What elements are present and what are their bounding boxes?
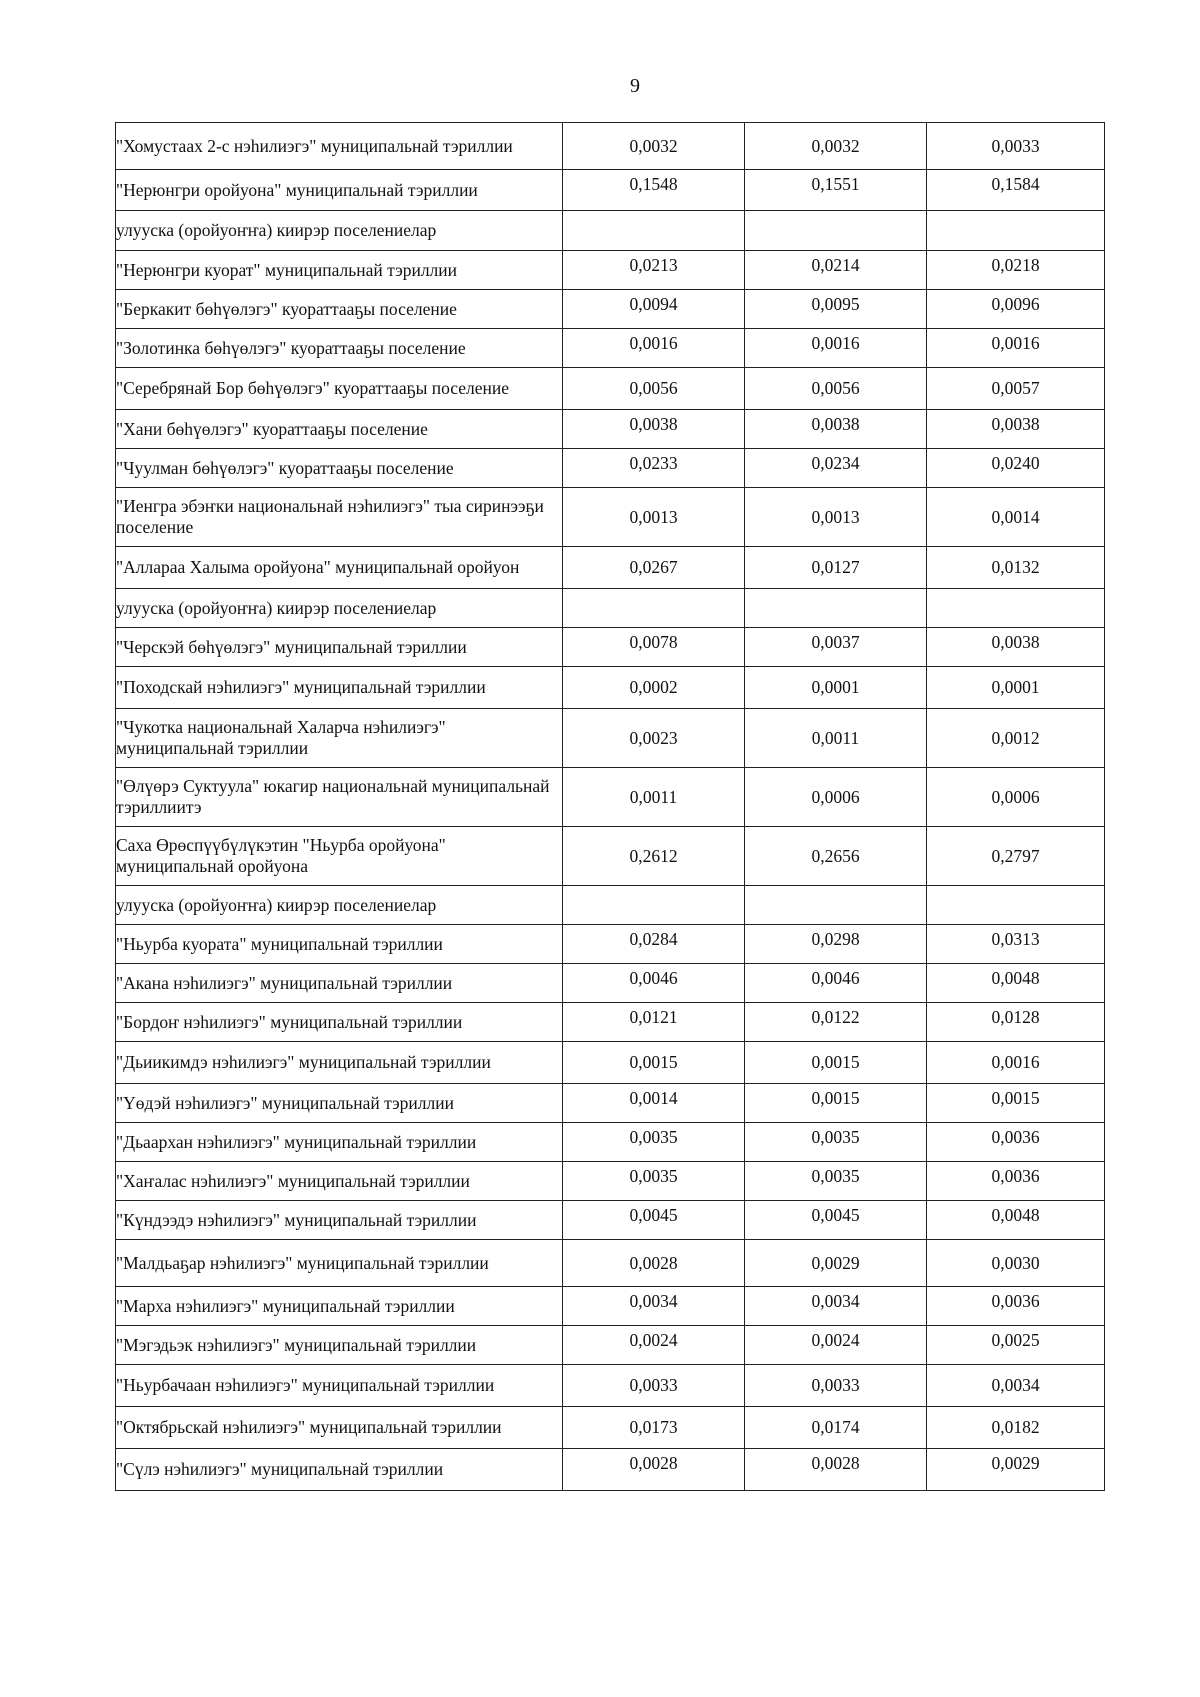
row-value-2-cell: 0,0013	[745, 488, 927, 547]
row-name-cell: "Мэгэдьэк нэһилиэгэ" муниципальнай тэриллии	[116, 1326, 563, 1365]
row-value-2-cell: 0,0011	[745, 709, 927, 768]
row-value-2-cell: 0,2656	[745, 827, 927, 886]
page-number: 9	[630, 75, 640, 97]
row-value-2-cell: 0,0001	[745, 667, 927, 709]
row-value-3-cell: 0,0036	[927, 1287, 1105, 1326]
row-value-1-cell: 0,0284	[563, 925, 745, 964]
row-value-1-cell: 0,0028	[563, 1240, 745, 1287]
row-value-1-cell: 0,0046	[563, 964, 745, 1003]
row-name-cell: "Малдьаҕар нэһилиэгэ" муниципальнай тэриллии	[116, 1240, 563, 1287]
row-value-3-cell: 0,0313	[927, 925, 1105, 964]
row-name-cell: улууска (оройуоҥҥа) киирэр поселениелар	[116, 886, 563, 925]
row-value-2-cell: 0,0122	[745, 1003, 927, 1042]
table-row	[116, 1162, 1105, 1201]
table-row	[116, 449, 1105, 488]
row-name-cell: "Акана нэһилиэгэ" муниципальнай тэриллии	[116, 964, 563, 1003]
row-name-cell: "Чуулман бөһүөлэгэ" куораттааҕы поселение	[116, 449, 563, 488]
row-name-cell: "Хомустаах 2-с нэһилиэгэ" муниципальнай тэриллии	[116, 123, 563, 170]
table-row	[116, 768, 1105, 827]
row-value-3-cell: 0,0012	[927, 709, 1105, 768]
row-value-3-cell	[927, 886, 1105, 925]
row-name-cell: Саха Өрөспүүбүлүкэтин "Ньурба оройуона" муниципальнай оройуона	[116, 827, 563, 886]
row-value-2-cell: 0,0029	[745, 1240, 927, 1287]
row-value-2-cell: 0,0046	[745, 964, 927, 1003]
row-value-2-cell	[745, 589, 927, 628]
row-value-1-cell: 0,0094	[563, 290, 745, 329]
row-value-3-cell: 0,1584	[927, 170, 1105, 211]
row-value-1-cell	[563, 886, 745, 925]
row-value-2-cell: 0,0037	[745, 628, 927, 667]
row-value-2-cell: 0,0234	[745, 449, 927, 488]
row-value-3-cell: 0,0057	[927, 368, 1105, 410]
row-value-3-cell: 0,0036	[927, 1123, 1105, 1162]
table-row	[116, 1084, 1105, 1123]
row-name-cell: "Күндээдэ нэһилиэгэ" муниципальнай тэриллии	[116, 1201, 563, 1240]
table-row	[116, 1123, 1105, 1162]
table-row	[116, 1042, 1105, 1084]
row-value-3-cell: 0,0025	[927, 1326, 1105, 1365]
table-row	[116, 667, 1105, 709]
row-value-3-cell: 0,0038	[927, 628, 1105, 667]
row-value-1-cell: 0,0016	[563, 329, 745, 368]
row-value-2-cell: 0,0006	[745, 768, 927, 827]
row-value-3-cell: 0,0038	[927, 410, 1105, 449]
row-name-cell: "Хани бөһүөлэгэ" куораттааҕы поселение	[116, 410, 563, 449]
table-row	[116, 709, 1105, 768]
row-name-cell: "Черскэй бөһүөлэгэ" муниципальнай тэриллии	[116, 628, 563, 667]
row-name-cell: "Золотинка бөһүөлэгэ" куораттааҕы поселение	[116, 329, 563, 368]
row-value-1-cell: 0,0024	[563, 1326, 745, 1365]
row-value-1-cell: 0,0035	[563, 1162, 745, 1201]
row-value-3-cell: 0,0001	[927, 667, 1105, 709]
row-value-1-cell	[563, 589, 745, 628]
row-value-2-cell	[745, 211, 927, 251]
row-value-2-cell: 0,0174	[745, 1407, 927, 1449]
row-value-1-cell: 0,1548	[563, 170, 745, 211]
row-value-1-cell: 0,0213	[563, 251, 745, 290]
row-name-cell: улууска (оройуоҥҥа) киирэр поселениелар	[116, 211, 563, 251]
row-value-2-cell: 0,0034	[745, 1287, 927, 1326]
table-row	[116, 589, 1105, 628]
table-row	[116, 211, 1105, 251]
row-value-3-cell: 0,0182	[927, 1407, 1105, 1449]
row-value-2-cell: 0,0032	[745, 123, 927, 170]
table-row	[116, 1003, 1105, 1042]
row-value-1-cell: 0,0121	[563, 1003, 745, 1042]
row-value-1-cell: 0,0078	[563, 628, 745, 667]
row-name-cell: "Хаҥалас нэһилиэгэ" муниципальнай тэриллии	[116, 1162, 563, 1201]
row-value-2-cell: 0,0016	[745, 329, 927, 368]
row-value-3-cell: 0,0034	[927, 1365, 1105, 1407]
table-row	[116, 827, 1105, 886]
row-value-1-cell: 0,0035	[563, 1123, 745, 1162]
table-row	[116, 1365, 1105, 1407]
row-name-cell: "Үөдэй нэһилиэгэ" муниципальнай тэриллии	[116, 1084, 563, 1123]
row-name-cell: улууска (оройуоҥҥа) киирэр поселениелар	[116, 589, 563, 628]
row-value-2-cell: 0,0024	[745, 1326, 927, 1365]
row-name-cell: "Дьаархан нэһилиэгэ" муниципальнай тэриллии	[116, 1123, 563, 1162]
table-row	[116, 547, 1105, 589]
row-value-3-cell: 0,0132	[927, 547, 1105, 589]
table-body	[116, 123, 1105, 1491]
row-value-2-cell: 0,0035	[745, 1123, 927, 1162]
row-value-2-cell: 0,0028	[745, 1449, 927, 1491]
row-value-2-cell: 0,1551	[745, 170, 927, 211]
row-name-cell: "Өлүөрэ Суктуула" юкагир национальнай муниципальнай тэриллиитэ	[116, 768, 563, 827]
row-value-1-cell: 0,0014	[563, 1084, 745, 1123]
row-value-2-cell: 0,0015	[745, 1042, 927, 1084]
row-name-cell: "Нерюнгри оройуона" муниципальнай тэриллии	[116, 170, 563, 211]
row-value-2-cell: 0,0095	[745, 290, 927, 329]
row-value-3-cell	[927, 211, 1105, 251]
table-row	[116, 1240, 1105, 1287]
row-value-2-cell: 0,0045	[745, 1201, 927, 1240]
row-value-1-cell: 0,0028	[563, 1449, 745, 1491]
row-value-1-cell: 0,2612	[563, 827, 745, 886]
row-value-2-cell: 0,0038	[745, 410, 927, 449]
table-row	[116, 1407, 1105, 1449]
data-table	[115, 122, 1105, 1491]
table-row	[116, 1201, 1105, 1240]
row-value-3-cell: 0,0033	[927, 123, 1105, 170]
row-value-3-cell: 0,0016	[927, 329, 1105, 368]
row-name-cell: "Иенгра эбэҥки национальнай нэһилиэгэ" тыа сиринээҕи поселение	[116, 488, 563, 547]
row-value-2-cell: 0,0015	[745, 1084, 927, 1123]
row-value-1-cell: 0,0173	[563, 1407, 745, 1449]
row-value-1-cell: 0,0034	[563, 1287, 745, 1326]
table-row	[116, 488, 1105, 547]
table-row	[116, 886, 1105, 925]
row-value-3-cell	[927, 589, 1105, 628]
row-name-cell: "Аллараа Халыма оройуона" муниципальнай оройуон	[116, 547, 563, 589]
row-value-1-cell: 0,0013	[563, 488, 745, 547]
row-value-1-cell: 0,0056	[563, 368, 745, 410]
row-value-1-cell	[563, 211, 745, 251]
table-row	[116, 368, 1105, 410]
table-row	[116, 251, 1105, 290]
row-value-3-cell: 0,0128	[927, 1003, 1105, 1042]
table-row	[116, 925, 1105, 964]
row-value-1-cell: 0,0011	[563, 768, 745, 827]
table-row	[116, 170, 1105, 211]
row-name-cell: "Дьиикимдэ нэһилиэгэ" муниципальнай тэриллии	[116, 1042, 563, 1084]
table-row	[116, 1449, 1105, 1491]
row-value-2-cell: 0,0214	[745, 251, 927, 290]
row-value-1-cell: 0,0038	[563, 410, 745, 449]
row-value-1-cell: 0,0233	[563, 449, 745, 488]
row-value-1-cell: 0,0032	[563, 123, 745, 170]
row-name-cell: "Ньурбачаан нэһилиэгэ" муниципальнай тэриллии	[116, 1365, 563, 1407]
row-name-cell: "Бордоҥ нэһилиэгэ" муниципальнай тэриллии	[116, 1003, 563, 1042]
row-value-1-cell: 0,0045	[563, 1201, 745, 1240]
row-name-cell: "Октябрьскай нэһилиэгэ" муниципальнай тэриллии	[116, 1407, 563, 1449]
table-row	[116, 410, 1105, 449]
row-value-1-cell: 0,0023	[563, 709, 745, 768]
row-value-3-cell: 0,0048	[927, 1201, 1105, 1240]
row-value-2-cell: 0,0035	[745, 1162, 927, 1201]
row-name-cell: "Серебрянай Бор бөһүөлэгэ" куораттааҕы поселение	[116, 368, 563, 410]
row-value-2-cell: 0,0298	[745, 925, 927, 964]
row-value-3-cell: 0,0218	[927, 251, 1105, 290]
table-row	[116, 1287, 1105, 1326]
row-value-3-cell: 0,0036	[927, 1162, 1105, 1201]
row-value-2-cell	[745, 886, 927, 925]
row-name-cell: "Беркакит бөһүөлэгэ" куораттааҕы поселение	[116, 290, 563, 329]
row-value-1-cell: 0,0267	[563, 547, 745, 589]
row-value-3-cell: 0,0029	[927, 1449, 1105, 1491]
row-value-2-cell: 0,0033	[745, 1365, 927, 1407]
row-value-2-cell: 0,0127	[745, 547, 927, 589]
row-value-3-cell: 0,0016	[927, 1042, 1105, 1084]
row-value-1-cell: 0,0015	[563, 1042, 745, 1084]
table-row	[116, 628, 1105, 667]
table-row	[116, 123, 1105, 170]
row-value-3-cell: 0,0014	[927, 488, 1105, 547]
table-row	[116, 290, 1105, 329]
table-row	[116, 964, 1105, 1003]
row-value-3-cell: 0,2797	[927, 827, 1105, 886]
row-value-3-cell: 0,0240	[927, 449, 1105, 488]
row-name-cell: "Марха нэһилиэгэ" муниципальнай тэриллии	[116, 1287, 563, 1326]
row-value-1-cell: 0,0033	[563, 1365, 745, 1407]
row-name-cell: "Походскай нэһилиэгэ" муниципальнай тэриллии	[116, 667, 563, 709]
row-value-3-cell: 0,0048	[927, 964, 1105, 1003]
row-value-3-cell: 0,0030	[927, 1240, 1105, 1287]
row-value-1-cell: 0,0002	[563, 667, 745, 709]
row-value-2-cell: 0,0056	[745, 368, 927, 410]
row-name-cell: "Нерюнгри куорат" муниципальнай тэриллии	[116, 251, 563, 290]
table-row	[116, 1326, 1105, 1365]
row-value-3-cell: 0,0015	[927, 1084, 1105, 1123]
table-row	[116, 329, 1105, 368]
row-name-cell: "Ньурба куората" муниципальнай тэриллии	[116, 925, 563, 964]
row-value-3-cell: 0,0096	[927, 290, 1105, 329]
row-name-cell: "Сүлэ нэһилиэгэ" муниципальнай тэриллии	[116, 1449, 563, 1491]
row-name-cell: "Чукотка национальнай Халарча нэһилиэгэ" муниципальнай тэриллии	[116, 709, 563, 768]
row-value-3-cell: 0,0006	[927, 768, 1105, 827]
